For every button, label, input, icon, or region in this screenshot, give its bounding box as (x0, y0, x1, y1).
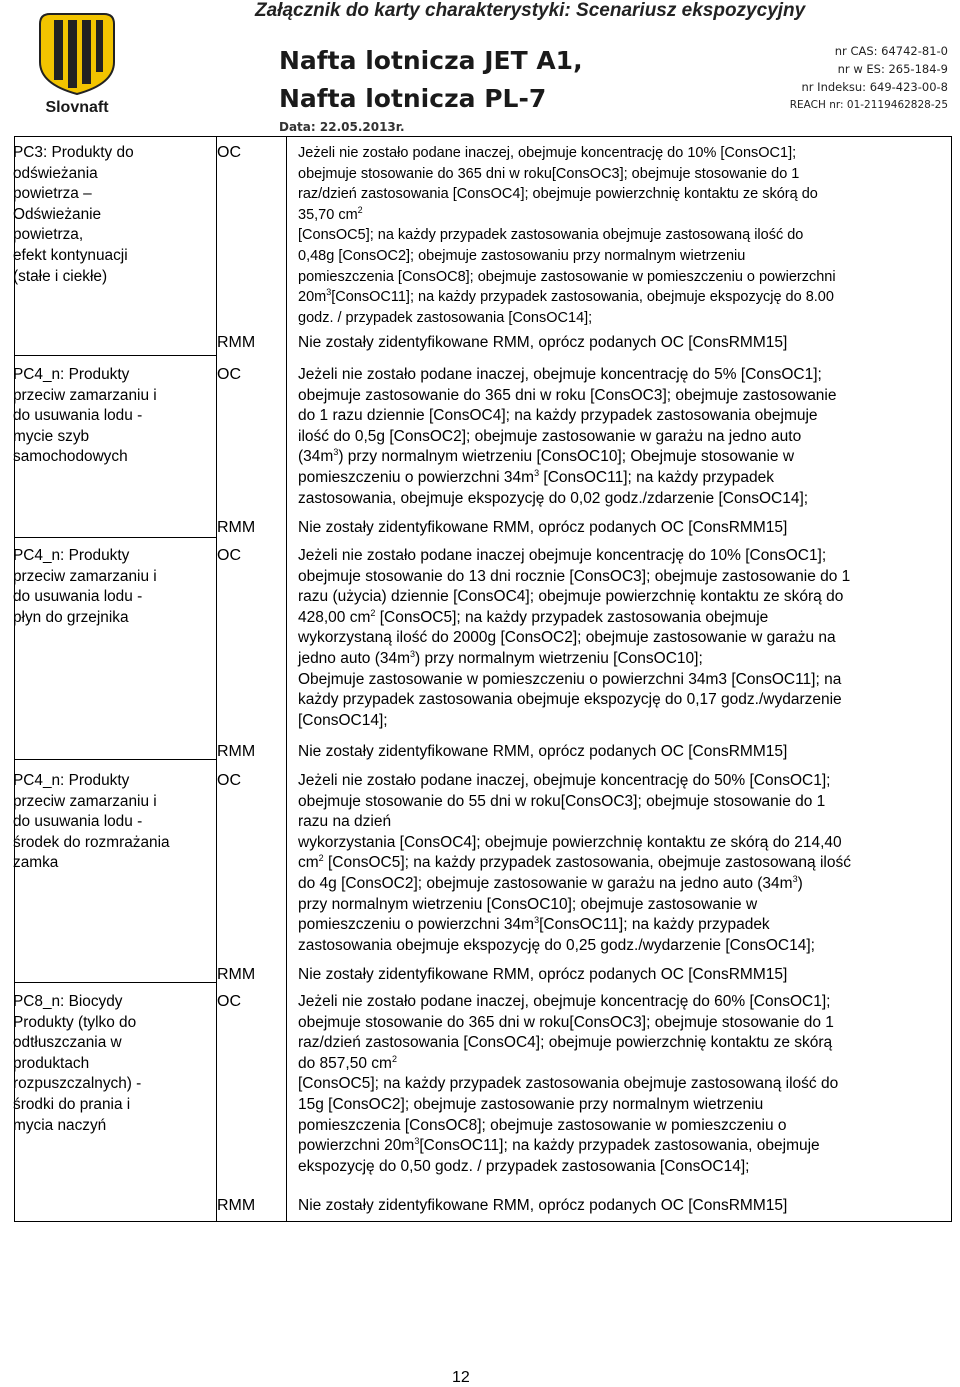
oc-label: OC (217, 366, 241, 383)
oc-label: OC (217, 772, 241, 789)
scenario-description: PC4_n: Produkty przeciw zamarzaniu i do usuwania lodu - płyn do grzejnika (13, 547, 157, 626)
document-date: Data: 22.05.2013r. (279, 120, 405, 134)
oc-label: OC (217, 993, 241, 1010)
rmm-text: Nie zostały zidentyfikowane RMM, oprócz podanych OC [ConsRMM15] (298, 966, 788, 983)
scenario-description: PC4_n: Produkty przeciw zamarzaniu i do usuwania lodu - środek do rozmrażania zamka (13, 772, 170, 872)
oc-text: Jeżeli nie zostało podane inaczej, obejmuje koncentrację do 50% [ConsOC1]; obejmuje stosowanie do 55 dni w roku[ConsOC3]; obejmuje stosowanie do 1 razu na dzień wykorzystania [ConsOC4]; obejmuje powierzchnię kontaktu ze skórą do 214,40 $cm^2$ [ConsOC5]; na każdy przypadek zastosowania, obejmuje zastosowaną ilość do 4g [ConsOC2]; obejmuje zastosowanie w garażu na jedno auto $(34m^3)$ przy normalnym wietrzeniu [ConsOC10]; obejmuje zastosowanie w pomieszczeniu o powierzchni $34m^3[ConsOC11]$; na każdy przypadek zastosowania obejmuje ekspozycję do 0,25 godz./wydarzenie [ConsOC14]; (298, 772, 851, 954)
row-divider (15, 982, 216, 983)
oc-label: OC (217, 144, 241, 161)
rmm-text: Nie zostały zidentyfikowane RMM, oprócz podanych OC [ConsRMM15] (298, 334, 788, 351)
column-divider (216, 137, 217, 1221)
identifier-block (790, 42, 948, 114)
rmm-text: Nie zostały zidentyfikowane RMM, oprócz podanych OC [ConsRMM15] (298, 743, 788, 760)
rmm-label: RMM (217, 519, 256, 536)
rmm-label: RMM (217, 966, 256, 983)
rmm-label: RMM (217, 743, 256, 760)
index-number: nr Indeksu: 649-423-00-8 (801, 80, 948, 94)
page-number: 12 (452, 1369, 470, 1386)
column-divider (286, 137, 287, 1221)
product-name-1: Nafta lotnicza JET A1, (279, 46, 583, 75)
oc-text: Jeżeli nie zostało podane inaczej, obejmuje koncentrację do 10% [ConsOC1]; obejmuje stosowanie do 365 dni w roku[ConsOC3]; obejmuje stosowanie do 1 raz/dzień zastosowania [ConsOC4]; obejmuje powierzchnię kontaktu ze skórą do 35,70 $cm^2$ [ConsOC5]; na każdy przypadek zastosowania obejmuje zastosowaną ilość do 0,48g [ConsOC2]; obejmuje zastosowaniu przy normalnym wietrzeniu pomieszczenia [ConsOC8]; obejmuje zastosowanie w pomieszczeniu o powierzchni $20m^3[ConsOC11]$; na każdy przypadek zastosowania, obejmuje ekspozycję do 8.00 godz. / przypadek zastosowania [ConsOC14]; (298, 145, 836, 326)
scenario-description: PC3: Produkty do odświeżania powietrza – Odświeżanie powietrza, efekt kontynuacji (stałe i ciekłe) (13, 144, 134, 285)
logo-text: Slovnaft (45, 99, 109, 116)
es-number: nr w ES: 265-184-9 (837, 62, 948, 76)
product-name-2: Nafta lotnicza PL-7 (279, 84, 547, 113)
rmm-label: RMM (217, 1197, 256, 1214)
rmm-label: RMM (217, 334, 256, 351)
scenario-description: PC4_n: Produkty przeciw zamarzaniu i do usuwania lodu - mycie szyb samochodowych (13, 366, 157, 466)
row-divider (15, 355, 216, 356)
oc-text: Jeżeli nie zostało podane inaczej, obejmuje koncentrację do 60% [ConsOC1]; obejmuje stosowanie do 365 dni w roku[ConsOC3]; obejmuje stosowanie do 1 raz/dzień zastosowania [ConsOC4]; obejmuje powierzchnię kontaktu ze skórą do 857,50 $cm^2$ [ConsOC5]; na każdy przypadek zastosowania obejmuje zastosowaną ilość do 15g [ConsOC2]; obejmuje zastosowanie przy normalnym wietrzeniu pomieszczenia [ConsOC8]; obejmuje zastosowanie w pomieszczeniu o powierzchni $20m^3[ConsOC11]$; na każdy przypadek zastosowania, obejmuje ekspozycję do 0,50 godz. / przypadek zastosowania [ConsOC14]; (298, 993, 839, 1175)
scenario-description: PC8_n: Biocydy Produkty (tylko do odtłuszczania w produktach rozpuszczalnych) - środki do prania i mycia naczyń (13, 993, 142, 1134)
rmm-text: Nie zostały zidentyfikowane RMM, oprócz podanych OC [ConsRMM15] (298, 519, 788, 536)
oc-text: Jeżeli nie zostało podane inaczej, obejmuje koncentrację do 5% [ConsOC1]; obejmuje zastosowanie do 365 dni w roku [ConsOC3]; obejmuje zastosowanie do 1 razu dziennie [ConsOC4]; na każdy przypadek zastosowania obejmuje ilość do 0,5g [ConsOC2]; obejmuje zastosowanie w garażu na jedno auto $(34m^3)$ przy normalnym wietrzeniu [ConsOC10]; Obejmuje stosowanie w pomieszczeniu o powierzchni $34m^3$ [ConsOC11]; na każdy przypadek zastosowania, obejmuje ekspozycję do 0,02 godz./zdarzenie [ConsOC14]; (298, 366, 837, 507)
slovnaft-logo (22, 10, 132, 120)
row-divider (15, 759, 216, 760)
oc-label: OC (217, 547, 241, 564)
rmm-text: Nie zostały zidentyfikowane RMM, oprócz podanych OC [ConsRMM15] (298, 1197, 788, 1214)
row-divider (15, 537, 216, 538)
cas-number: nr CAS: 64742-81-0 (834, 44, 948, 58)
oc-text: Jeżeli nie zostało podane inaczej obejmuje koncentrację do 10% [ConsOC1]; obejmuje stosowanie do 13 dni rocznie [ConsOC3]; obejmuje zastosowanie do 1 razu (użycia) dziennie [ConsOC4]; obejmuje powierzchnię kontaktu ze skórą do 428,00 $cm^2$ [ConsOC5]; na każdy przypadek zastosowania obejmuje wykorzystaną ilość do 2000g [ConsOC2]; obejmuje zastosowanie w garażu na jedno auto $(34m^3)$ przy normalnym wietrzeniu [ConsOC10]; Obejmuje zastosowanie w pomieszczeniu o powierzchni 34m3 [ConsOC11]; na każdy przypadek zastosowania obejmuje ekspozycję do 0,17 godz./wydarzenie [ConsOC14]; (298, 547, 851, 729)
reach-number: REACH nr: 01-2119462828-25 (789, 99, 948, 111)
document-title: Załącznik do karty charakterystyki: Scenariusz ekspozycyjny (255, 0, 806, 21)
